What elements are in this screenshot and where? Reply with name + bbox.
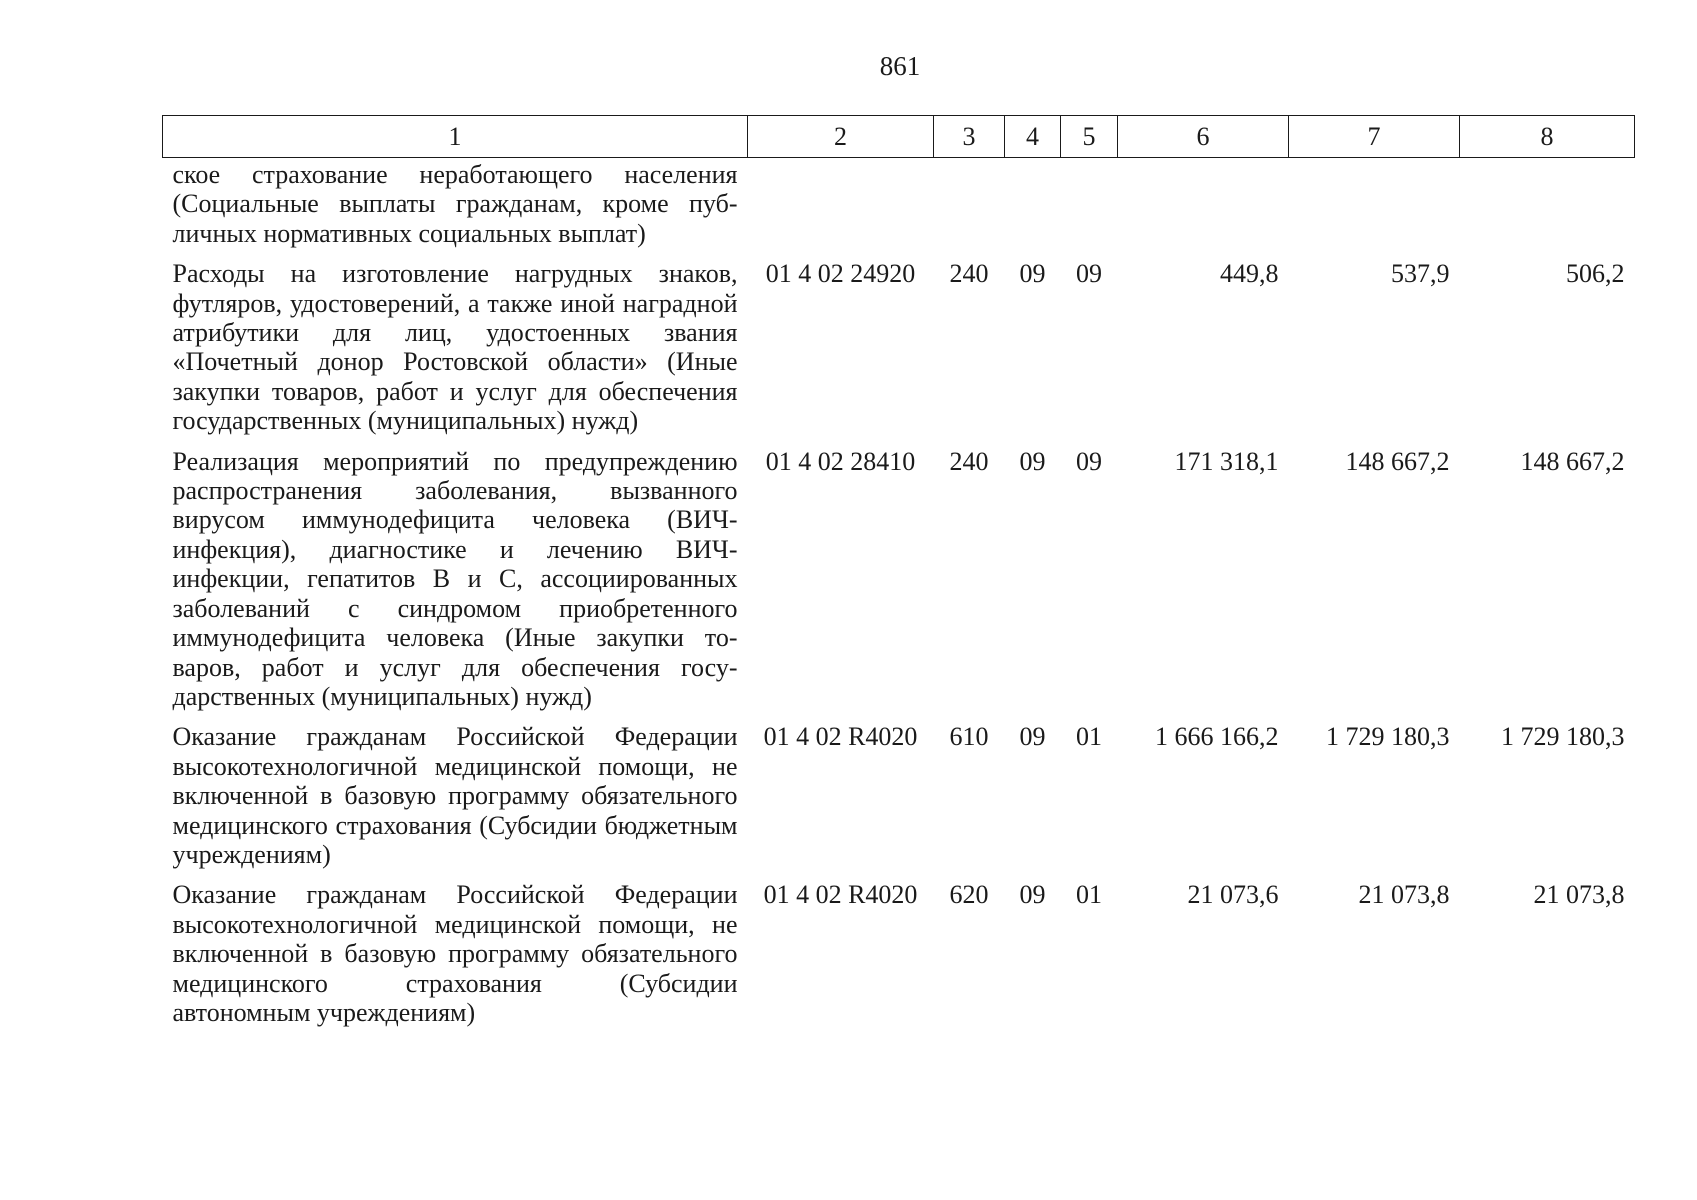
row-description: Оказание гражданам Российской Федерации высокотехнологичной медицинской помощи, не включенной в базовую программу обязательного медицинского страхования (Субсидии бюджетным учреждениям) — [172, 722, 738, 869]
target-article-code: 01 4 02 28410 — [765, 446, 916, 476]
column-header-8: 8 — [1460, 116, 1635, 158]
amount-col-6: 171 318,1 — [1174, 446, 1279, 476]
target-article-code: 01 4 02 24920 — [765, 259, 916, 289]
column-header-2: 2 — [748, 116, 934, 158]
row-description: Оказание гражданам Российской Федерации высокотехнологичной медицинской помощи, не включенной в базовую программу обязательного медицинского страхования (Субсидии автономным учреждениям) — [172, 880, 738, 1027]
subsection-code: 01 — [1076, 880, 1102, 910]
target-article-code — [748, 158, 934, 260]
section-code: 09 — [1019, 259, 1046, 289]
amount-col-7: 537,9 — [1391, 259, 1450, 289]
amount-col-8: 21 073,8 — [1533, 880, 1625, 910]
table-row — [163, 722, 1635, 880]
column-header-3: 3 — [934, 116, 1005, 158]
column-header-6: 6 — [1118, 116, 1289, 158]
table-row — [163, 259, 1635, 446]
row-description: Расходы на изготовление нагрудных знаков, футляров, удостоверений, а также иной наградной атрибутики для лиц, удостоенных звания «Почетный донор Ростовской области» (Иные закупки товаров, работ и услуг для обеспечения государственных (муниципальных) нужд) — [172, 259, 738, 436]
column-header-4: 4 — [1005, 116, 1061, 158]
amount-col-7: 148 667,2 — [1345, 446, 1450, 476]
budget-table — [162, 115, 1635, 1038]
section-code: 09 — [1019, 880, 1046, 910]
subsection-code: 09 — [1076, 446, 1102, 476]
column-header-5: 5 — [1061, 116, 1118, 158]
expense-type-code: 240 — [949, 259, 989, 289]
amount-col-6: 21 073,6 — [1187, 880, 1279, 910]
subsection-code: 01 — [1076, 722, 1102, 752]
amount-col-6 — [1118, 158, 1289, 260]
amount-col-6: 449,8 — [1220, 259, 1279, 289]
subsection-code — [1061, 158, 1118, 260]
table-row — [163, 158, 1635, 260]
column-header-1: 1 — [163, 116, 748, 158]
section-code: 09 — [1019, 722, 1046, 752]
target-article-code: 01 4 02 R4020 — [763, 722, 918, 752]
expense-type-code: 620 — [949, 880, 989, 910]
amount-col-8: 1 729 180,3 — [1501, 722, 1625, 752]
page-number: 861 — [879, 51, 921, 81]
expense-type-code: 610 — [949, 722, 989, 752]
target-article-code: 01 4 02 R4020 — [763, 880, 918, 910]
section-code — [1005, 158, 1061, 260]
table-row — [163, 880, 1635, 1038]
amount-col-6: 1 666 166,2 — [1155, 722, 1279, 752]
row-description: Реализация мероприятий по предупреждению распространения заболевания, вызванного вирусом иммунодефицита человека (ВИЧ-инфекция), диагностике и лечению ВИЧ-инфекции, гепатитов В и С, ассоциированных заболеваний с синдромом приобретенного иммунодефицита человека (Иные закупки товаров, работ и услуг для обеспечения государственных (муниципальных) нужд) — [172, 446, 738, 711]
amount-col-8: 148 667,2 — [1520, 446, 1625, 476]
subsection-code: 09 — [1076, 259, 1102, 289]
amount-col-7: 21 073,8 — [1358, 880, 1450, 910]
expense-type-code — [934, 158, 1005, 260]
row-description: ское страхование неработающего населения (Социальные выплаты гражданам, кроме публичных нормативных социальных выплат) — [172, 160, 738, 248]
amount-col-7: 1 729 180,3 — [1326, 722, 1450, 752]
column-header-7: 7 — [1289, 116, 1460, 158]
amount-col-7 — [1289, 158, 1460, 260]
table-row — [163, 447, 1635, 723]
amount-col-8: 506,2 — [1566, 259, 1625, 289]
amount-col-8 — [1460, 158, 1635, 260]
column-number-header-row — [163, 116, 1635, 158]
section-code: 09 — [1019, 446, 1046, 476]
expense-type-code: 240 — [949, 446, 989, 476]
